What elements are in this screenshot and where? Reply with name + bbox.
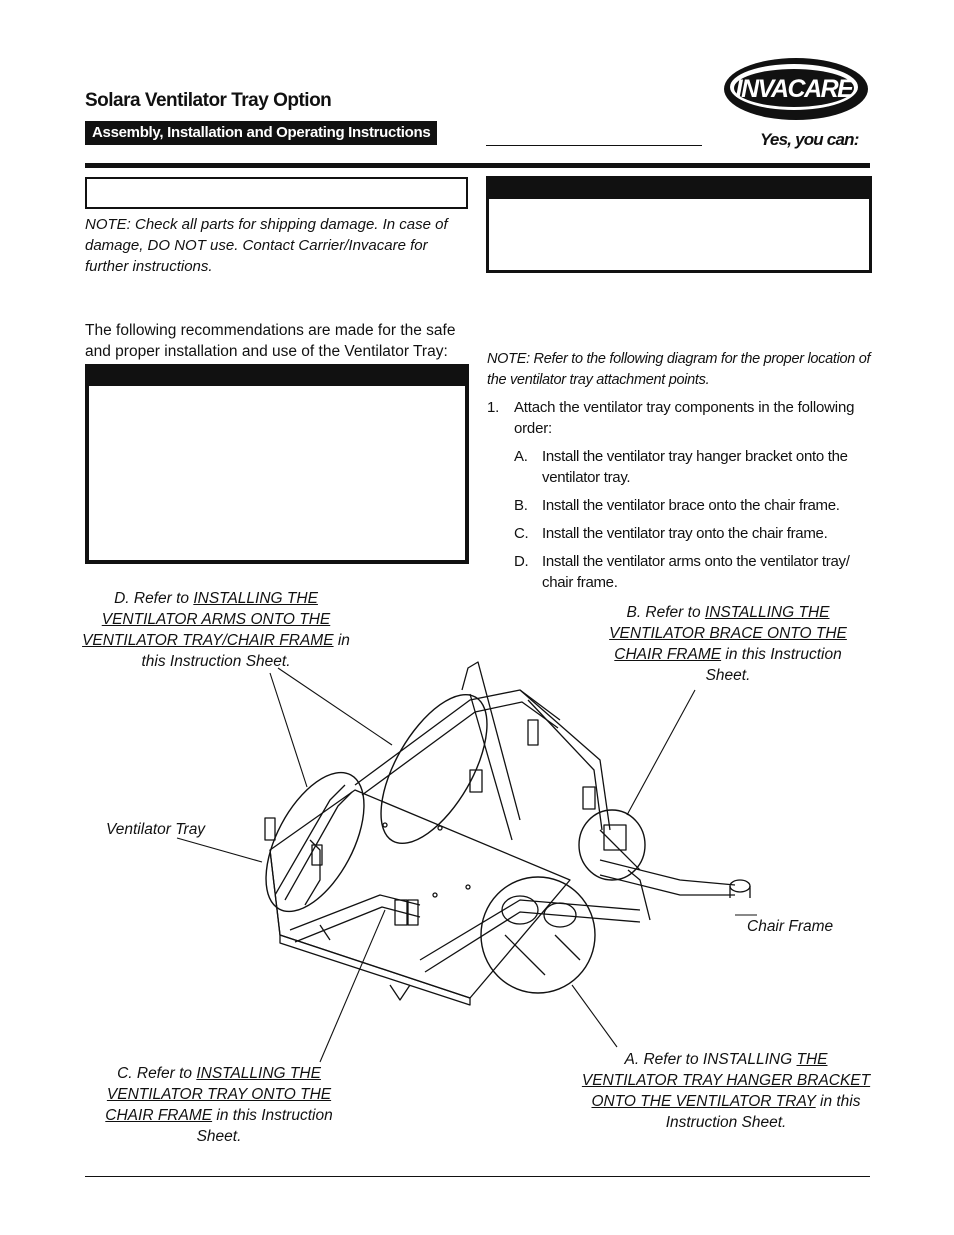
substep-a: A. Install the ventilator tray hanger bracket onto the ventilator tray. [514,448,848,486]
document-subtitle: Assembly, Installation and Operating Instructions [85,121,437,145]
label-chair-frame: Chair Frame [747,918,834,935]
highlight-circle-a [481,877,595,993]
tray-plate-edge [280,935,470,1005]
substep-d: D. Install the ventilator arms onto the ventilator tray/ chair frame. [514,553,850,591]
recommendations-text: The following recommendations are made for the safe and proper installation and use of the Ventilator Tray: [85,322,456,360]
callout-b: B. Refer to INSTALLING THE VENTILATOR BRACE ONTO THE CHAIR FRAME in this Instruction Sheet. [609,604,847,684]
highlight-circle-d2 [360,678,509,860]
logo-text: INVACARE [735,75,853,103]
upright-post [462,662,520,820]
front-tube [420,900,640,960]
label-ventilator-tray: Ventilator Tray [106,821,206,838]
back-rail [355,690,560,785]
footer-rule [85,1176,870,1177]
diagram-note: NOTE: Refer to the following diagram for the proper location of the ventilator tray attachment points. [487,351,871,388]
step-number: 1. [487,399,500,416]
substep-c: C. Install the ventilator tray onto the chair frame. [514,525,828,542]
callout-d: D. Refer to INSTALLING THE VENTILATOR ARMS ONTO THE VENTILATOR TRAY/CHAIR FRAME in this Instruction Sheet. [82,590,350,670]
document-title: Solara Ventilator Tray Option [85,90,332,111]
callout-a: A. Refer to INSTALLING THE VENTILATOR TRAY HANGER BRACKET ONTO THE VENTILATOR TRAY in this Instruction Sheet. [581,1051,871,1131]
tagline: Yes, you can: [760,130,859,149]
shipping-damage-note: NOTE: Check all parts for shipping damage. In case of damage, DO NOT use. Contact Carrier/Invacare for further instructions. [85,216,448,275]
frame-tube-right [600,860,735,885]
tray-plate [270,790,570,998]
callout-c: C. Refer to INSTALLING THE VENTILATOR TRAY ONTO THE CHAIR FRAME in this Instruction Sheet. [105,1065,333,1145]
step-text: Attach the ventilator tray components in the following order: [514,399,855,437]
substep-b: B. Install the ventilator brace onto the chair frame. [514,497,840,514]
highlight-circle-b [579,810,645,880]
